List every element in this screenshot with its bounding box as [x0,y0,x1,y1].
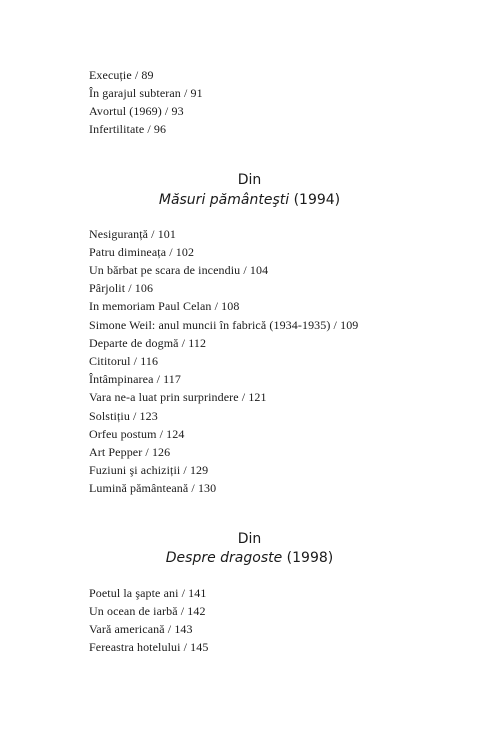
toc-entry: Departe de dogmă / 112 [89,336,207,350]
toc-entry: Patru dimineața / 102 [89,245,195,259]
toc-entry: Vara ne-a luat prin surprindere / 121 [89,390,267,404]
section-title [0,192,499,209]
toc-entry: Vară americană / 143 [89,622,193,636]
section-title-name: Măsuri pământeşti [158,192,290,208]
toc-entry: Lumină pământeană / 130 [89,481,217,495]
toc-entry: Avortul (1969) / 93 [89,104,184,118]
toc-entry: Fuziuni şi achiziții / 129 [89,463,209,477]
toc-entry: Orfeu postum / 124 [89,427,185,441]
toc-entry: Simone Weil: anul muncii în fabrică (1934-1935) / 109 [89,318,359,332]
toc-entry: Cititorul / 116 [89,354,159,368]
toc-entry: Întâmpinarea / 117 [89,372,181,386]
toc-entry: În garajul subteran / 91 [89,86,203,100]
toc-entry: Un ocean de iarbă / 142 [89,604,206,618]
toc-entry: Fereastra hotelului / 145 [89,640,209,654]
toc-entry: Art Pepper / 126 [89,445,171,459]
toc-entry: Pârjolit / 106 [89,281,154,295]
section-title-name: Despre dragoste [165,550,283,566]
toc-entry: Execuție / 89 [89,68,154,82]
toc-entry: Infertilitate / 96 [89,122,167,136]
toc-entry: Poetul la şapte ani / 141 [89,586,207,600]
toc-entry: Un bărbat pe scara de incendiu / 104 [89,263,269,277]
toc-entry: In memoriam Paul Celan / 108 [89,299,240,313]
section-title-year: (1994) [293,192,341,208]
section-title [0,550,499,567]
toc-entry: Nesiguranță / 101 [89,227,177,241]
section-heading: Din [237,531,262,547]
section-title-year: (1998) [286,550,334,566]
section-heading: Din [237,172,262,188]
toc-entry: Solstițiu / 123 [89,409,158,423]
